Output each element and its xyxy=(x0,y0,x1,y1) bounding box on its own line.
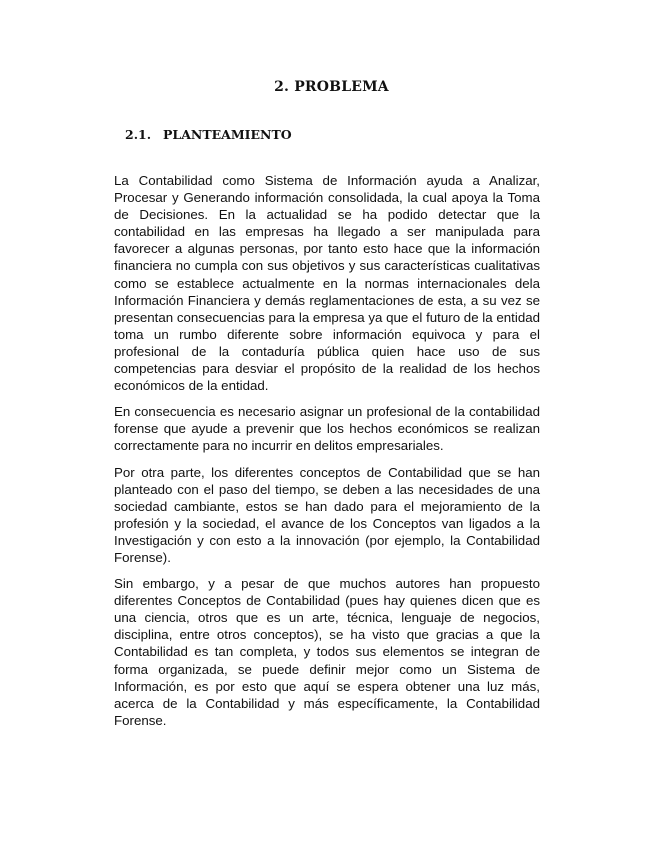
chapter-title: 2. PROBLEMA xyxy=(274,79,389,95)
paragraph-2: En consecuencia es necesario asignar un profesional de la contabilidad forense que ayude a prevenir que los hechos económicos se realizan correctamente para no incurrir en delitos empresariales. xyxy=(114,404,540,454)
body-text xyxy=(114,172,540,738)
paragraph-3: Por otra parte, los diferentes conceptos de Contabilidad que se han planteado con el paso del tiempo, se deben a las necesidades de una sociedad cambiante, estos se han dado para el mejoramiento de la profesión y la sociedad, el avance de los Conceptos van ligados a la Investigación y con esto a la innovación (por ejemplo, la Contabilidad Forense). xyxy=(114,464,540,565)
section-title: PLANTEAMIENTO xyxy=(163,127,292,142)
paragraph-4: Sin embargo, y a pesar de que muchos autores han propuesto diferentes Conceptos de Contabilidad (pues hay quienes dicen que es una ciencia, otros que es un arte, técnica, lenguaje de negocios, disciplina, entre otros conceptos), se ha visto que gracias a que la Contabilidad es tan completa, y todos sus elementos se integran de forma organizada, se puede definir mejor como un Sistema de Información, es por esto que aquí se espera obtener una luz más, acerca de la Contabilidad y más específicamente, la Contabilidad Forense. xyxy=(114,576,540,728)
paragraph-1: La Contabilidad como Sistema de Información ayuda a Analizar, Procesar y Generando información consolidada, la cual apoya la Toma de Decisiones. En la actualidad se ha podido detectar que la contabilidad en las empresas ha llegado a ser manipulada para favorecer a algunas personas, por tanto esto hace que la información financiera no cumpla con sus objetivos y sus características cualitativas como se establece actualmente en la normas internacionales dela Información Financiera y demás reglamentaciones de esta, a su vez se presentan consecuencias para la empresa ya que el futuro de la entidad toma un rumbo diferente sobre información equivoca y para el profesional de la contaduría pública quien hace uso de sus competencias para desviar el propósito de la realidad de los hechos económicos de la entidad. xyxy=(114,173,540,394)
section-number: 2.1. xyxy=(125,127,152,142)
section-heading xyxy=(125,127,292,142)
